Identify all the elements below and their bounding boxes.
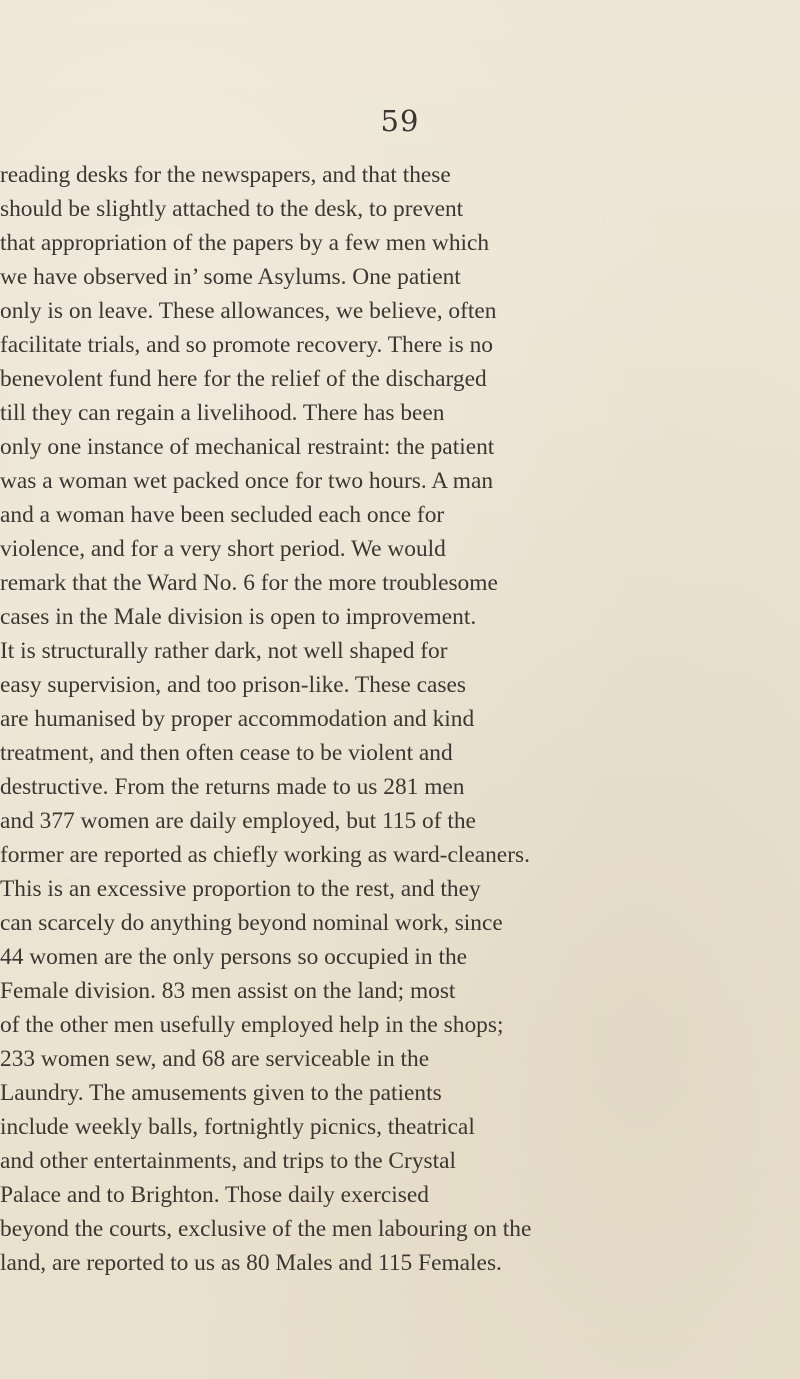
text-line-1: reading desks for the newspapers, and that these xyxy=(0,162,451,188)
text-line-16: easy supervision, and too prison-like. These cases xyxy=(0,672,466,698)
text-line-13: remark that the Ward No. 6 for the more troublesome xyxy=(0,570,498,596)
text-line-5: only is on leave. These allowances, we believe, often xyxy=(0,298,497,324)
text-line-29: include weekly balls, fortnightly picnics, theatrical xyxy=(0,1114,475,1140)
text-line-7: benevolent fund here for the relief of the discharged xyxy=(0,366,487,392)
text-line-27: 233 women sew, and 68 are serviceable in the xyxy=(0,1046,430,1072)
text-line-12: violence, and for a very short period. We would xyxy=(0,536,446,562)
text-line-15: It is structurally rather dark, not well shaped for xyxy=(0,638,448,664)
text-line-25: Female division. 83 men assist on the land; most xyxy=(0,978,456,1004)
text-line-9: only one instance of mechanical restraint: the patient xyxy=(0,434,495,460)
text-line-18: treatment, and then often cease to be violent and xyxy=(0,740,453,766)
text-line-21: former are reported as chiefly working as ward-cleaners. xyxy=(0,842,530,868)
text-line-31: Palace and to Brighton. Those daily exercised xyxy=(0,1182,429,1208)
text-line-6: facilitate trials, and so promote recovery. There is no xyxy=(0,332,493,358)
text-line-30: and other entertainments, and trips to the Crystal xyxy=(0,1148,457,1174)
text-line-24: 44 women are the only persons so occupied in the xyxy=(0,944,468,970)
text-line-28: Laundry. The amusements given to the patients xyxy=(0,1080,442,1106)
text-line-19: destructive. From the returns made to us 281 men xyxy=(0,774,465,800)
text-line-26: of the other men usefully employed help in the shops; xyxy=(0,1012,504,1038)
text-line-23: can scarcely do anything beyond nominal work, since xyxy=(0,910,503,936)
page-number: 59 xyxy=(380,104,420,138)
text-line-4: we have observed in’ some Asylums. One patient xyxy=(0,264,461,290)
text-line-22: This is an excessive proportion to the rest, and they xyxy=(0,876,481,902)
text-line-10: was a woman wet packed once for two hours. A man xyxy=(0,468,494,494)
text-line-20: and 377 women are daily employed, but 115 of the xyxy=(0,808,476,834)
text-line-2: should be slightly attached to the desk, to prevent xyxy=(0,196,464,222)
text-line-11: and a woman have been secluded each once for xyxy=(0,502,445,528)
text-line-17: are humanised by proper accommodation and kind xyxy=(0,706,475,732)
text-line-8: till they can regain a livelihood. There has been xyxy=(0,400,445,426)
text-line-3: that appropriation of the papers by a few men which xyxy=(0,230,490,256)
text-line-33: land, are reported to us as 80 Males and 115 Females. xyxy=(0,1250,502,1276)
text-line-14: cases in the Male division is open to improvement. xyxy=(0,604,477,630)
text-line-32: beyond the courts, exclusive of the men labouring on the xyxy=(0,1216,532,1242)
